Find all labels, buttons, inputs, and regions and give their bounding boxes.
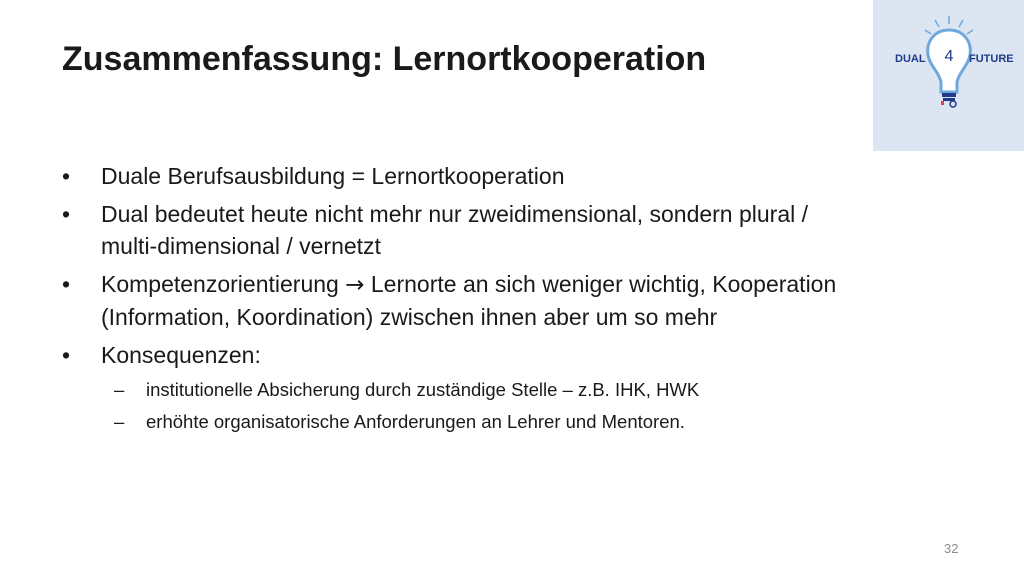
bullet-item [62, 160, 962, 192]
logo-text-left: DUAL [895, 53, 926, 65]
sub-bullet-text: institutionelle Absicherung durch zuständige Stelle – z.B. IHK, HWK [146, 379, 700, 400]
sub-bullet-marker: – [114, 379, 125, 400]
bullet-marker: • [62, 271, 71, 297]
slide-title: Zusammenfassung: Lernortkooperation [62, 40, 707, 78]
arrow-right-icon: → [345, 272, 365, 298]
sub-bullet-text: erhöhte organisatorische Anforderungen an Lehrer und Mentoren. [146, 411, 685, 432]
bulb-accent [941, 101, 944, 105]
logo-text-right: FUTURE [969, 53, 1014, 65]
bullet-text-line: Kompetenzorientierung → Lernorte an sich weniger wichtig, Kooperation [101, 271, 837, 298]
sub-bullet-marker: – [114, 411, 125, 432]
sub-bullet-item [62, 377, 962, 403]
sub-bullet-item [62, 409, 962, 435]
bullet-text-line: (Information, Koordination) zwischen ihnen aber um so mehr [101, 304, 718, 330]
bullet-item [62, 268, 962, 333]
page-number: 32 [944, 541, 959, 556]
bullet-marker: • [62, 201, 71, 227]
bullet-list [62, 160, 962, 441]
bullet-text-line: Dual bedeutet heute nicht mehr nur zweidimensional, sondern plural / [101, 201, 809, 227]
bullet-text-line: multi-dimensional / vernetzt [101, 233, 381, 259]
bullet-marker: • [62, 163, 71, 189]
logo [873, 0, 1024, 151]
bullet-marker: • [62, 342, 71, 368]
bullet-text: Konsequenzen: [101, 342, 261, 368]
bullet-text: Duale Berufsausbildung = Lernortkooperation [101, 163, 565, 189]
bulb-base [942, 93, 956, 97]
logo-number: 4 [944, 48, 954, 65]
bullet-item [62, 198, 962, 262]
lightbulb-logo-icon [873, 0, 1024, 151]
bullet-item [62, 339, 962, 371]
